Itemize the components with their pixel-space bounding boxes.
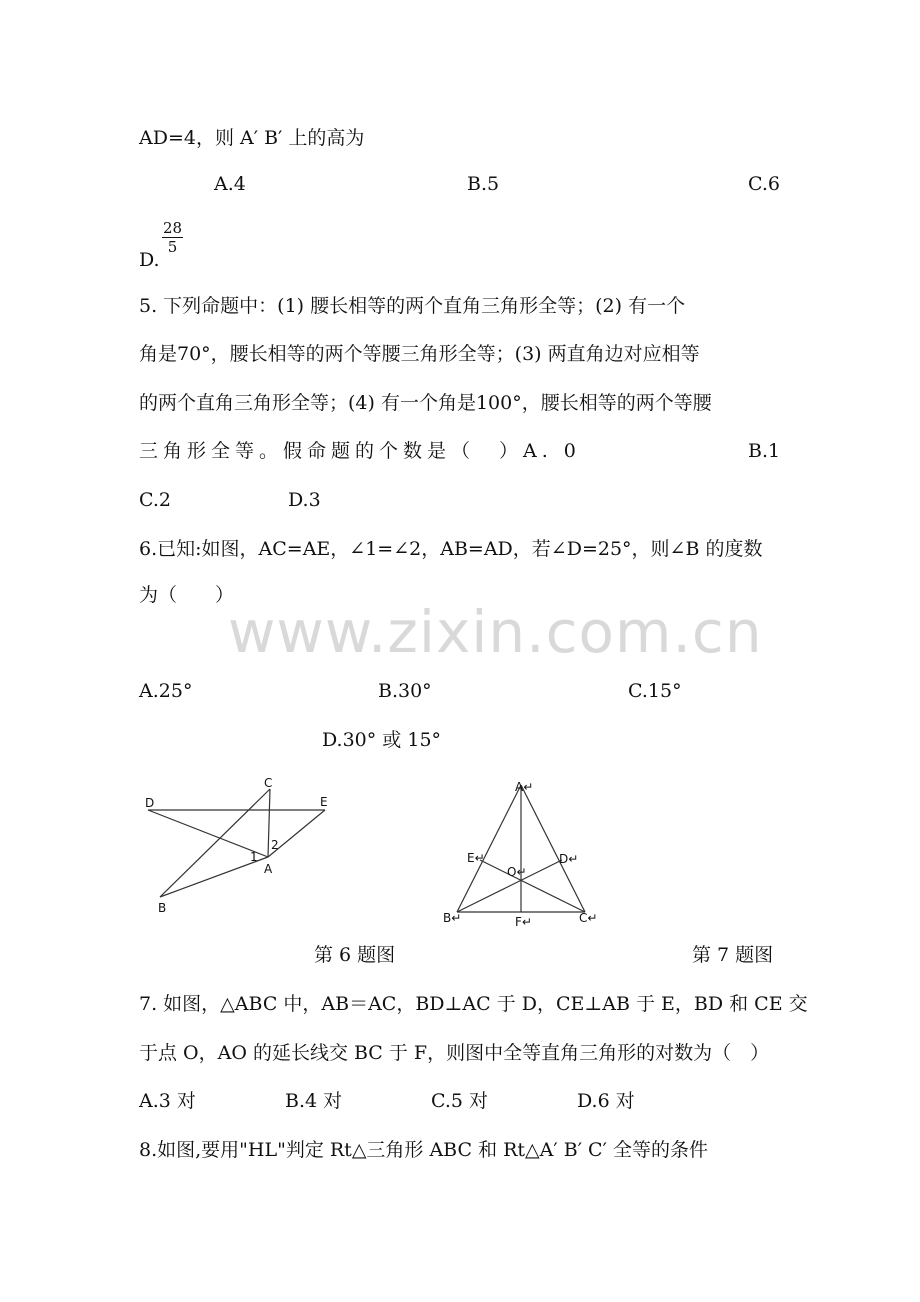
label-D: D↵ <box>559 852 579 866</box>
q5-line-1: 5. 下列命题中：(1) 腰长相等的两个直角三角形全等；(2) 有一个 <box>139 295 686 317</box>
q6-line-1: 6.已知:如图，AC=AE，∠1=∠2，AB=AD，若∠D=25°，则∠B 的度数 <box>139 538 763 560</box>
label-angle-2: 2 <box>271 838 279 852</box>
q7-line-1: 7. 如图，△ABC 中，AB＝AC，BD⊥AC 于 D，CE⊥AB 于 E，BD 和 CE 交 <box>139 993 808 1015</box>
q7-option-c: C.5 对 <box>431 1090 489 1112</box>
q5-line-2: 角是70°，腰长相等的两个等腰三角形全等；(3) 两直角边对应相等 <box>139 343 700 365</box>
q5-option-c: C.2 <box>139 489 171 511</box>
segment-CE <box>480 860 585 912</box>
q5-line-3: 的两个直角三角形全等；(4) 有一个角是100°，腰长相等的两个等腰 <box>139 392 712 414</box>
figure-7 <box>435 773 610 936</box>
q5-option-d: D.3 <box>288 489 321 511</box>
q4-option-d-fraction <box>162 219 183 256</box>
label-A: A↵ <box>515 780 534 794</box>
q6-option-a: A.25° <box>139 680 193 702</box>
label-C: C <box>264 776 273 790</box>
q4-option-d-prefix: D. <box>139 249 160 271</box>
q6-option-d: D.30° 或 15° <box>322 729 442 751</box>
label-E: E <box>320 795 328 809</box>
fraction-numerator: 28 <box>163 219 183 237</box>
q5-option-b: B.1 <box>748 440 781 462</box>
figure-6-caption: 第 6 题图 <box>314 944 396 966</box>
figure-7-caption: 第 7 题图 <box>692 944 774 966</box>
label-C: C↵ <box>579 911 598 925</box>
fraction-denominator: 5 <box>167 238 178 256</box>
q7-option-a: A.3 对 <box>139 1090 196 1112</box>
q4-option-b: B.5 <box>467 173 500 195</box>
q6-option-c: C.15° <box>628 680 682 702</box>
segment-AC <box>521 785 585 912</box>
watermark: www.zixin.com.cn <box>228 598 763 666</box>
q6-line-2: 为（ ） <box>139 584 235 606</box>
q4-option-c: C.6 <box>748 173 780 195</box>
label-A: A <box>264 862 273 876</box>
label-O: O↵ <box>507 865 527 879</box>
q4-option-a: A.4 <box>214 173 246 195</box>
q8-line-1: 8.如图,要用"HL"判定 Rt△三角形 ABC 和 Rt△A′ B′ C′ 全等的条件 <box>139 1139 708 1161</box>
label-D: D <box>145 796 155 810</box>
figure-6 <box>140 775 340 920</box>
segment-BC <box>160 789 270 897</box>
label-F: F↵ <box>515 915 532 929</box>
segment-CA <box>268 789 270 857</box>
segment-AB <box>457 785 521 912</box>
q4-line: AD=4，则 A′ B′ 上的高为 <box>139 127 365 149</box>
q6-option-b: B.30° <box>378 680 432 702</box>
q7-option-b: B.4 对 <box>285 1090 343 1112</box>
q7-line-2: 于点 O，AO 的延长线交 BC 于 F，则图中全等直角三角形的对数为（ ） <box>139 1042 770 1064</box>
label-B: B <box>158 901 167 915</box>
label-angle-1: 1 <box>250 850 258 864</box>
label-B: B↵ <box>443 911 462 925</box>
label-E: E↵ <box>467 851 485 865</box>
q5-line-4: 三角形全等。假命题的个数是（ ）A. 0 <box>139 440 581 462</box>
q7-option-d: D.6 对 <box>577 1090 635 1112</box>
